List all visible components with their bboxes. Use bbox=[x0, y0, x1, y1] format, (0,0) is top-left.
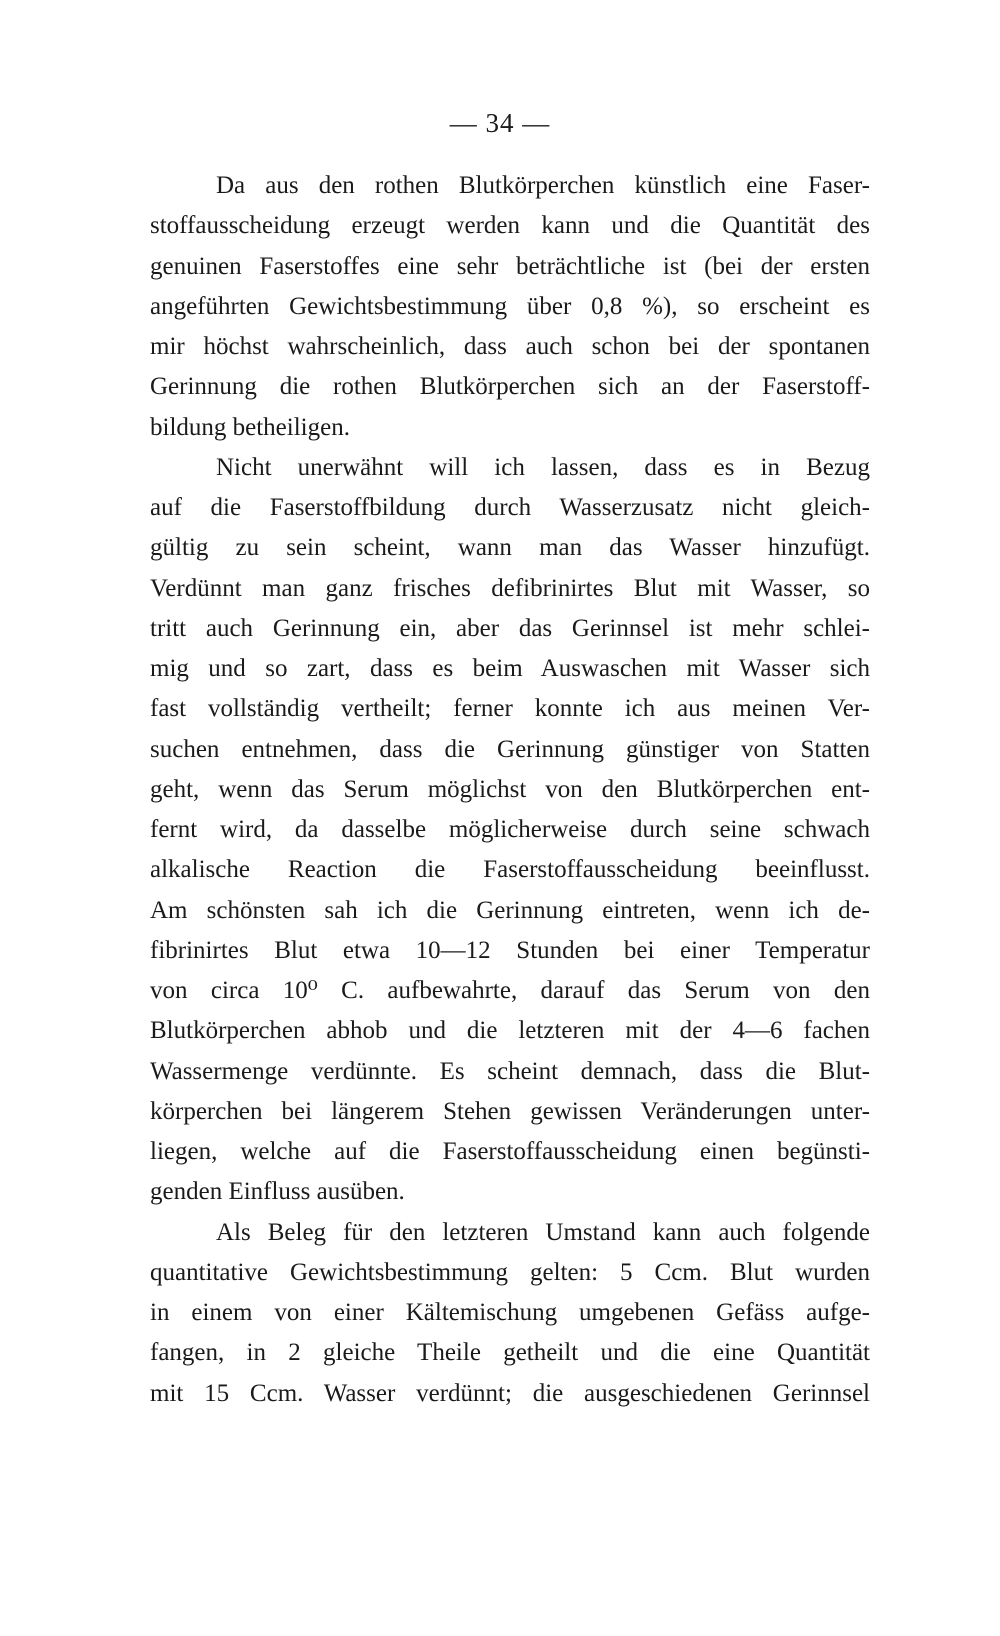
text-line: fast vollständig vertheilt; ferner konnte ich aus meinen Ver- bbox=[150, 695, 870, 723]
text-line: fibrinirtes Blut etwa 10—12 Stunden bei einer Temperatur bbox=[150, 936, 870, 964]
text-line: mig und so zart, dass es beim Auswaschen mit Wasser sich bbox=[150, 655, 870, 682]
text-line: Als Beleg für den letzteren Umstand kann auch folgende bbox=[216, 1218, 870, 1246]
text-line: tritt auch Gerinnung ein, aber das Gerinnsel ist mehr schlei- bbox=[150, 614, 870, 642]
text-line: fernt wird, da dasselbe möglicherweise durch seine schwach bbox=[150, 816, 870, 843]
text-line: geht, wenn das Serum möglichst von den Blutkörperchen ent- bbox=[150, 775, 870, 803]
text-line: Wassermenge verdünnte. Es scheint demnach, dass die Blut- bbox=[150, 1057, 870, 1085]
text-line: Da aus den rothen Blutkörperchen künstlich eine Faser- bbox=[216, 172, 870, 199]
text-line: Am schönsten sah ich die Gerinnung eintreten, wenn ich de- bbox=[150, 896, 870, 924]
text-line: angeführten Gewichtsbestimmung über 0,8 %), so erscheint es bbox=[150, 292, 870, 320]
text-line: stoffausscheidung erzeugt werden kann und die Quantität des bbox=[150, 212, 870, 240]
text-line: suchen entnehmen, dass die Gerinnung günstiger von Statten bbox=[150, 735, 870, 763]
text-line: liegen, welche auf die Faserstoffausscheidung einen begünsti- bbox=[150, 1138, 870, 1165]
text-line: Nicht unerwähnt will ich lassen, dass es in Bezug bbox=[216, 453, 870, 481]
text-line: fangen, in 2 gleiche Theile getheilt und die eine Quantität bbox=[150, 1339, 870, 1367]
page-number: — 34 — bbox=[449, 108, 551, 138]
text-line: bildung betheiligen. bbox=[150, 413, 350, 441]
text-line: genden Einfluss ausüben. bbox=[150, 1178, 405, 1206]
text-line: quantitative Gewichtsbestimmung gelten: 5 Ccm. Blut wurden bbox=[150, 1258, 870, 1286]
text-line: mir höchst wahrscheinlich, dass auch schon bei der spontanen bbox=[150, 333, 870, 360]
text-line: genuinen Faserstoffes eine sehr beträchtliche ist (bei der ersten bbox=[150, 252, 870, 280]
text-line: gültig zu sein scheint, wann man das Wasser hinzufügt. bbox=[150, 534, 870, 562]
text-line: alkalische Reaction die Faserstoffausscheidung beeinflusst. bbox=[150, 856, 870, 884]
text-line: mit 15 Ccm. Wasser verdünnt; die ausgeschiedenen Gerinnsel bbox=[150, 1379, 870, 1407]
text-line: Gerinnung die rothen Blutkörperchen sich an der Faserstoff- bbox=[150, 373, 870, 401]
body-text bbox=[150, 166, 870, 1414]
text-line: von circa 10⁰ C. aufbewahrte, darauf das Serum von den bbox=[150, 977, 870, 1004]
text-line: körperchen bei längerem Stehen gewissen Veränderungen unter- bbox=[150, 1097, 870, 1125]
text-line: Verdünnt man ganz frisches defibrinirtes Blut mit Wasser, so bbox=[150, 574, 870, 602]
text-line: in einem von einer Kältemischung umgebenen Gefäss aufge- bbox=[150, 1299, 870, 1326]
text-line: Blutkörperchen abhob und die letzteren mit der 4—6 fachen bbox=[150, 1017, 870, 1045]
text-line: auf die Faserstoffbildung durch Wasserzusatz nicht gleich- bbox=[150, 494, 870, 521]
